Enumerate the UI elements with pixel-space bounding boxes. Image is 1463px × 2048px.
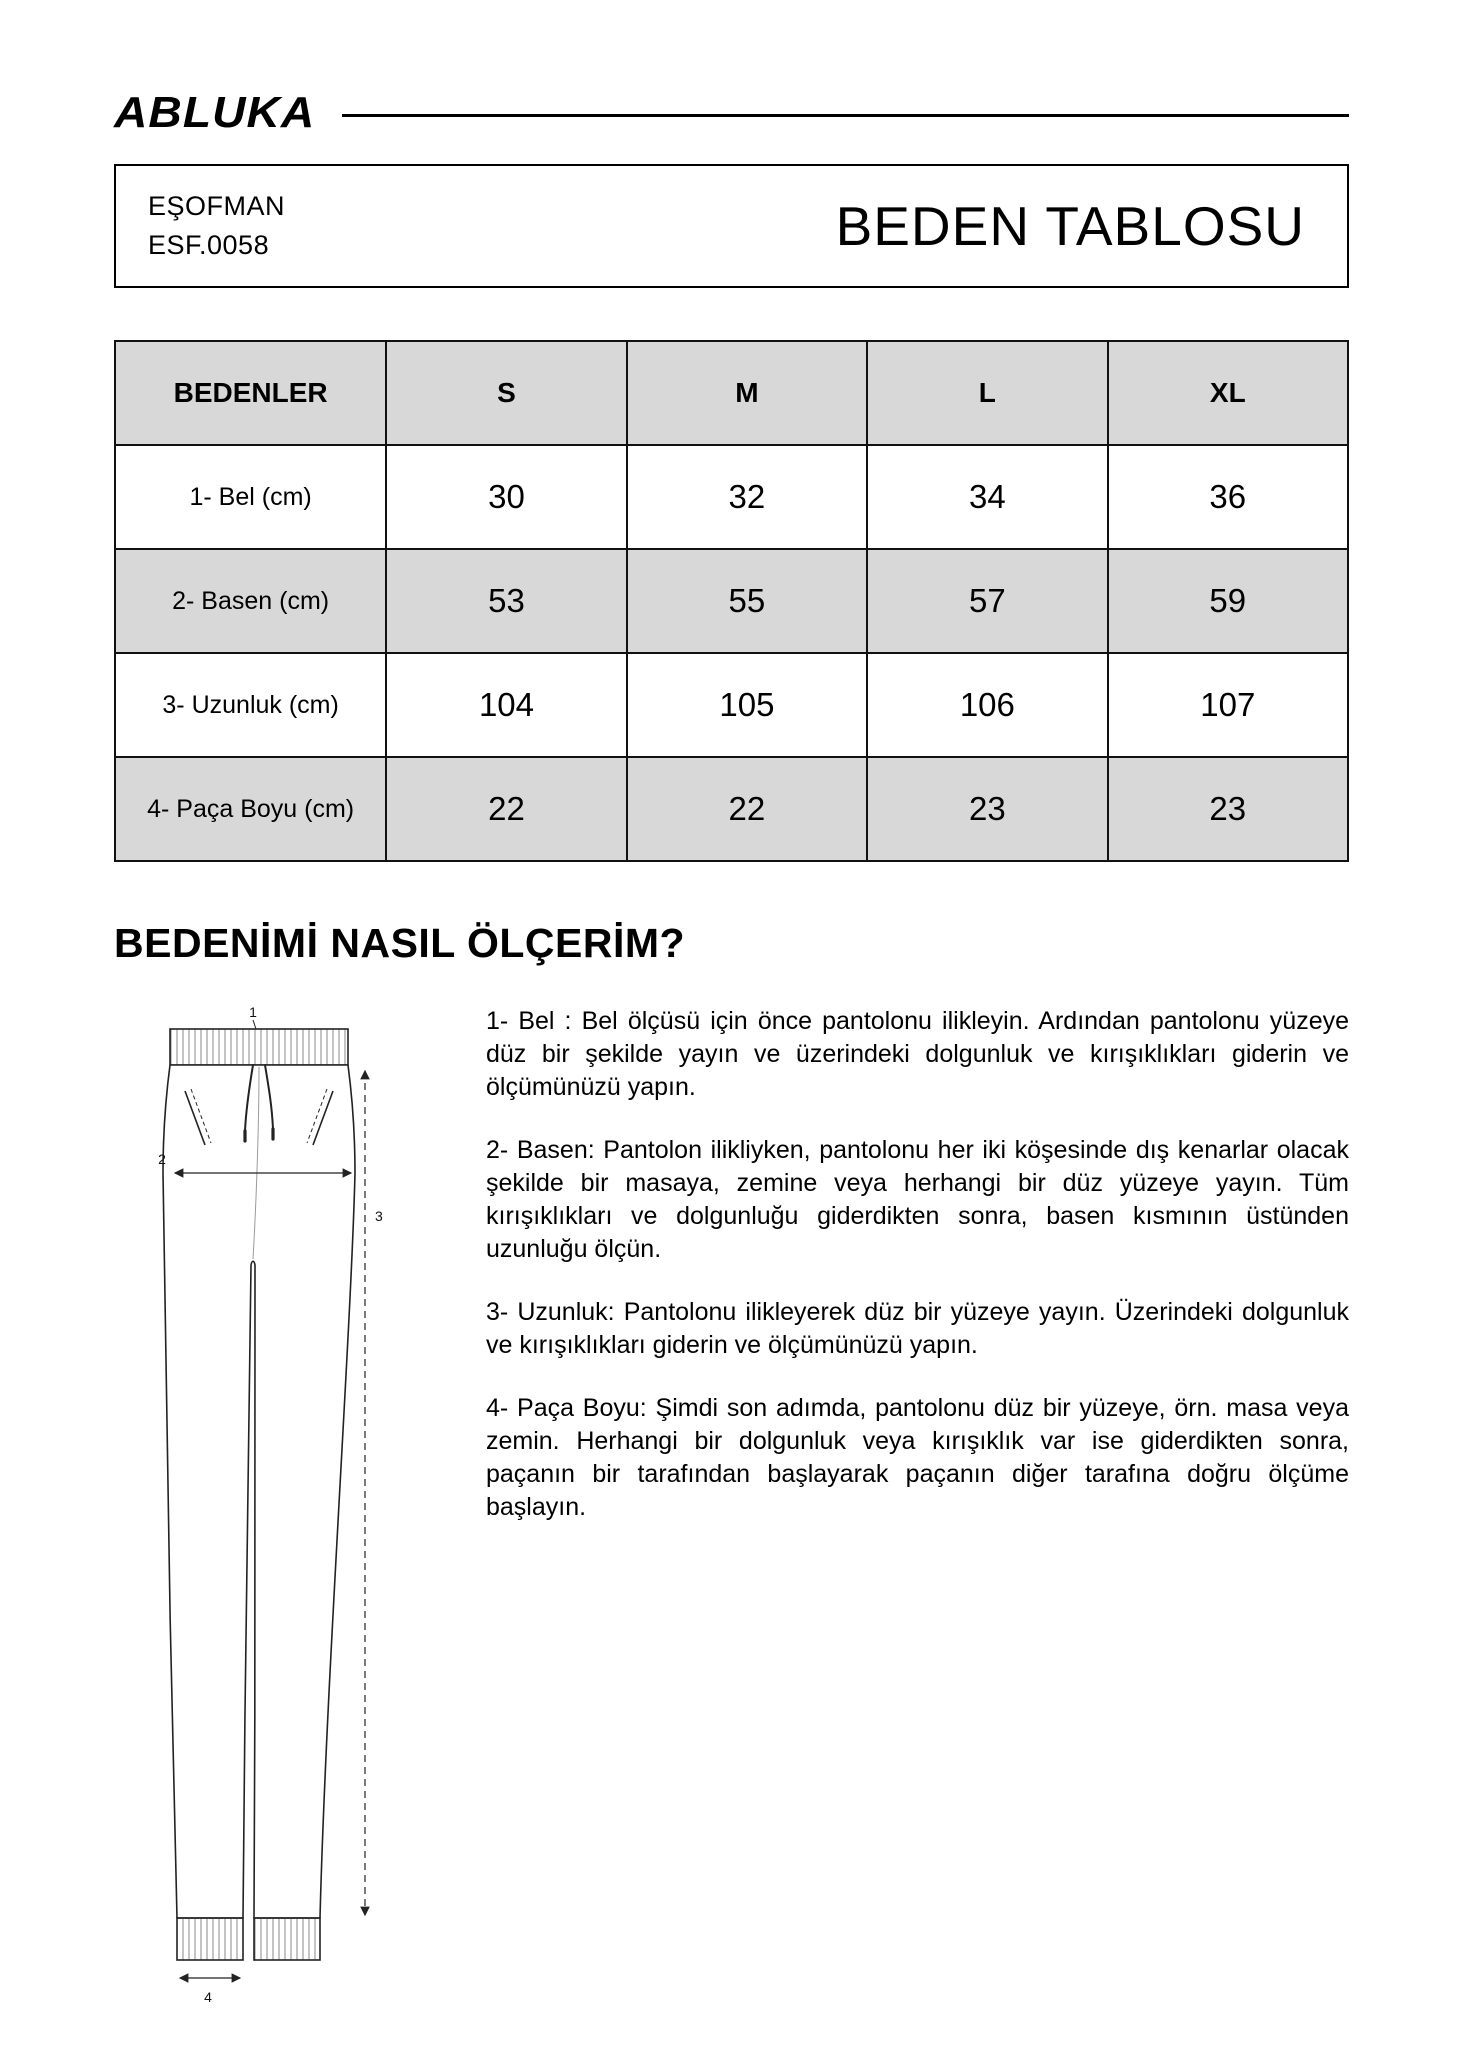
size-value: 57 (867, 549, 1107, 653)
row-label-paca-boyu: 4- Paça Boyu (cm) (115, 757, 386, 861)
pants-outline (163, 1065, 355, 1918)
title-box (114, 164, 1349, 288)
product-info (148, 187, 285, 265)
marker-label-3: 3 (375, 1208, 383, 1224)
size-value: 34 (867, 445, 1107, 549)
measurement-instructions (486, 1003, 1349, 1524)
howto-body (114, 1003, 1349, 2013)
column-header-bedenler: BEDENLER (115, 341, 386, 445)
size-value: 32 (627, 445, 867, 549)
instruction-paragraph-basen: 2- Basen: Pantolon ilikliyken, pantolonu her iki köşesinde dış kenarlar olacak şekilde bir masaya, zemine veya herhangi bir düz yüzeye yayın. Tüm kırışıklıkları ve dolgunluğu giderdikten sonra, basen kısmının üstünden uzunluğu ölçün. (486, 1136, 1349, 1263)
size-value: 23 (867, 757, 1107, 861)
product-code: ESF.0058 (148, 230, 270, 260)
instruction-paragraph-uzunluk: 3- Uzunluk: Pantolonu ilikleyerek düz bir yüzeye yayın. Üzerindeki dolgunluk ve kırışıklıkları giderin ve ölçümünüzü yapın. (486, 1298, 1349, 1359)
pants-diagram (114, 1003, 486, 2013)
row-label-basen: 2- Basen (cm) (115, 549, 386, 653)
column-header-l: L (867, 341, 1107, 445)
size-value: 106 (867, 653, 1107, 757)
row-label-bel: 1- Bel (cm) (115, 445, 386, 549)
size-table (114, 340, 1349, 862)
marker-label-2: 2 (158, 1151, 166, 1167)
size-value: 22 (627, 757, 867, 861)
size-value: 36 (1108, 445, 1348, 549)
section-title: BEDENİMİ NASIL ÖLÇERİM? (114, 920, 686, 966)
marker-label-1: 1 (249, 1004, 257, 1020)
brand-logo: ABLUKA (114, 88, 316, 137)
page-title: BEDEN TABLOSU (835, 195, 1305, 257)
cuff-right (254, 1918, 320, 1960)
size-value: 105 (627, 653, 867, 757)
brand-header (114, 88, 1349, 138)
size-value: 53 (386, 549, 626, 653)
marker-label-4: 4 (204, 1989, 212, 2005)
size-value: 23 (1108, 757, 1348, 861)
table-row-basen (115, 549, 1348, 653)
size-value: 55 (627, 549, 867, 653)
column-header-xl: XL (1108, 341, 1348, 445)
header-rule (342, 114, 1349, 117)
size-value: 22 (386, 757, 626, 861)
table-row-uzunluk (115, 653, 1348, 757)
table-row-paca-boyu (115, 757, 1348, 861)
pants-drawing-svg (150, 1003, 400, 2008)
instruction-paragraph-bel: 1- Bel : Bel ölçüsü için önce pantolonu ilikleyin. Ardından pantolonu yüzeye düz bir şekilde yayın ve üzerindeki dolgunluk ve kırışıklıkları giderin ve ölçümünüzü yapın. (486, 1007, 1349, 1101)
instruction-paragraph-paca-boyu: 4- Paça Boyu: Şimdi son adımda, pantolonu düz bir yüzeye, örn. masa veya zemin. Herhangi bir dolgunluk veya kırışıklık var ise giderdikten sonra, paçanın bir tarafından başlayarak paçanın diğer tarafına doğru ölçüme başlayın. (486, 1394, 1349, 1521)
waistband (170, 1029, 348, 1065)
table-row-bel (115, 445, 1348, 549)
row-label-uzunluk: 3- Uzunluk (cm) (115, 653, 386, 757)
size-value: 104 (386, 653, 626, 757)
product-type: EŞOFMAN (148, 190, 286, 221)
size-value: 30 (386, 445, 626, 549)
column-header-s: S (386, 341, 626, 445)
table-header-row (115, 341, 1348, 445)
size-value: 107 (1108, 653, 1348, 757)
column-header-m: M (627, 341, 867, 445)
size-value: 59 (1108, 549, 1348, 653)
cuff-left (177, 1918, 243, 1960)
